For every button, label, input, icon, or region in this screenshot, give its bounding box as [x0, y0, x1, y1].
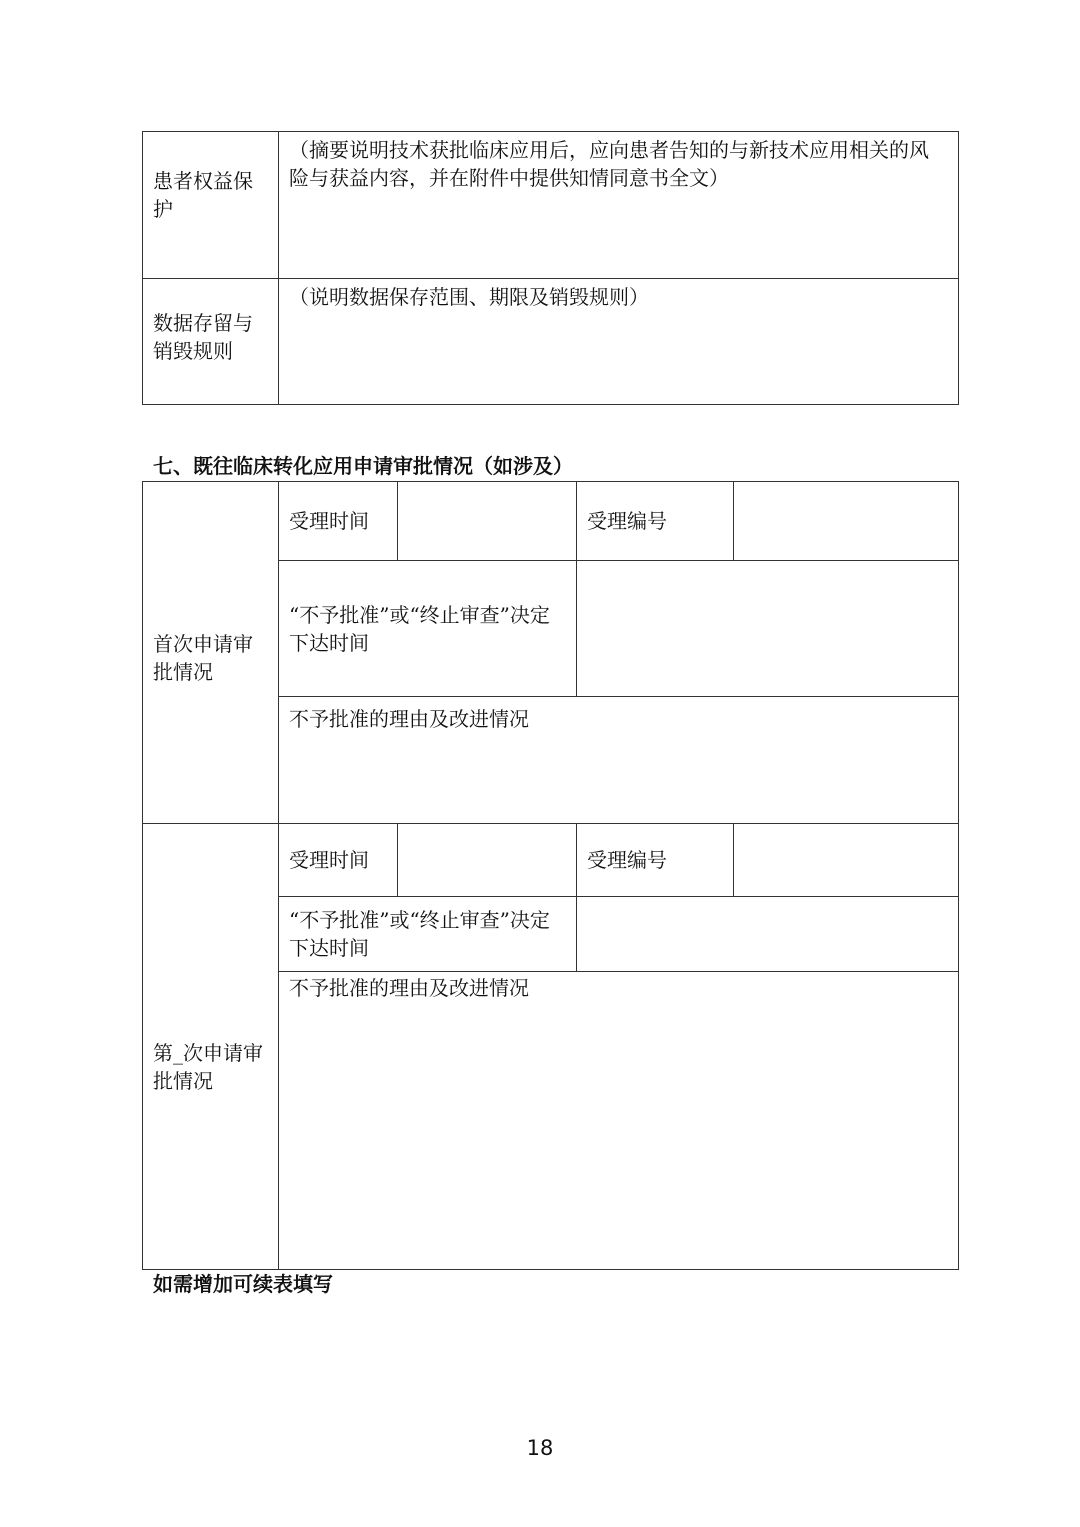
reason-field[interactable]: [279, 697, 959, 824]
patient-rights-label: 患者权益保护: [143, 132, 279, 279]
reason-label: 不予批准的理由及改进情况: [289, 707, 529, 731]
data-retention-label: 数据存留与销毁规则: [143, 279, 279, 405]
table-row: [143, 132, 959, 279]
accept-time-field[interactable]: [398, 824, 577, 897]
accept-number-field[interactable]: [734, 824, 959, 897]
first-application-label: 首次申请审批情况: [143, 482, 279, 824]
data-retention-field[interactable]: （说明数据保存范围、期限及销毁规则）: [279, 279, 959, 405]
patient-rights-field[interactable]: （摘要说明技术获批临床应用后，应向患者告知的与新技术应用相关的风险与获益内容，并在附件中提供知情同意书全文）: [279, 132, 959, 279]
accept-time-field[interactable]: [398, 482, 577, 561]
accept-number-label: 受理编号: [577, 482, 734, 561]
decision-time-label: “不予批准”或“终止审查”决定下达时间: [279, 897, 577, 972]
table-row: [143, 824, 959, 897]
decision-time-field[interactable]: [577, 561, 959, 697]
continuation-note: 如需增加可续表填写: [153, 1272, 333, 1296]
patient-data-table: [142, 131, 959, 405]
section-title: 七、既往临床转化应用申请审批情况（如涉及）: [153, 454, 573, 478]
accept-time-label: 受理时间: [279, 824, 398, 897]
accept-time-label: 受理时间: [279, 482, 398, 561]
table-row: [143, 279, 959, 405]
accept-number-field[interactable]: [734, 482, 959, 561]
nth-application-label: 第_次申请审批情况: [143, 824, 279, 1270]
page-number: 18: [526, 1436, 554, 1460]
table-row: [143, 482, 959, 561]
decision-time-field[interactable]: [577, 897, 959, 972]
approval-history-table: [142, 481, 959, 1270]
accept-number-label: 受理编号: [577, 824, 734, 897]
reason-field[interactable]: [279, 972, 959, 1270]
decision-time-label: “不予批准”或“终止审查”决定下达时间: [279, 561, 577, 697]
reason-label: 不予批准的理由及改进情况: [289, 976, 529, 1000]
